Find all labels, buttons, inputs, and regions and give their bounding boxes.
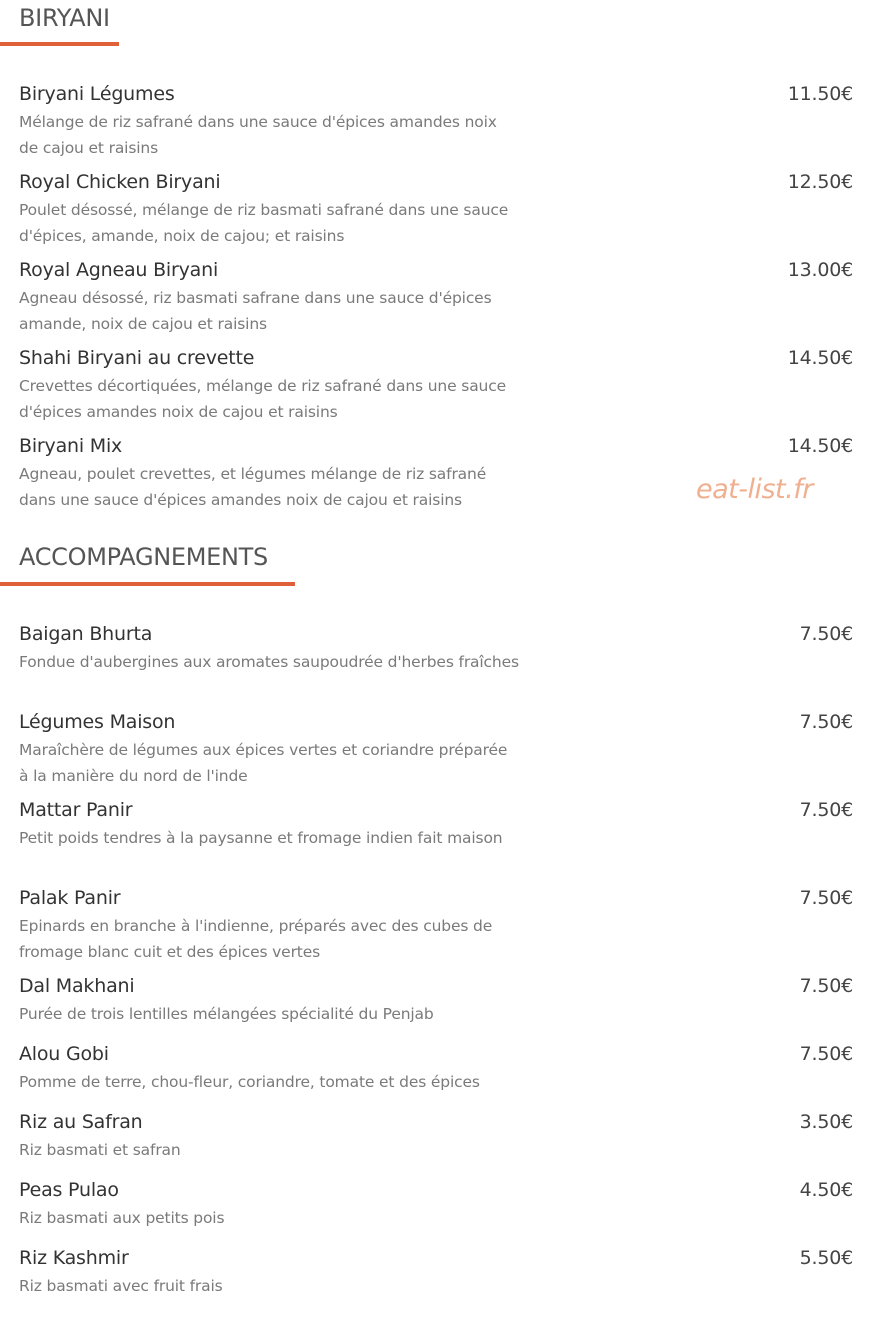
item-name: Riz Kashmir	[19, 1247, 129, 1269]
item-price: 7.50€	[799, 799, 853, 821]
item-description: Fondue d'aubergines aux aromates saupoudrée d'herbes fraîches	[19, 653, 519, 671]
section-underline	[0, 582, 295, 586]
item-price: 14.50€	[787, 435, 853, 457]
item-price: 4.50€	[799, 1179, 853, 1201]
item-name: Peas Pulao	[19, 1179, 119, 1201]
item-price: 13.00€	[787, 259, 853, 281]
item-description: Riz basmati aux petits pois	[19, 1209, 225, 1227]
item-name: Biryani Mix	[19, 435, 123, 457]
item-price: 7.50€	[799, 887, 853, 909]
item-description: Agneau, poulet crevettes, et légumes mélange de riz safrané dans une sauce d'épices amandes noix de cajou et raisins	[19, 465, 487, 509]
item-price: 3.50€	[799, 1111, 853, 1133]
item-name: Alou Gobi	[19, 1043, 109, 1065]
item-name: Mattar Panir	[19, 799, 133, 821]
item-price: 12.50€	[787, 171, 853, 193]
item-description: Riz basmati avec fruit frais	[19, 1277, 223, 1295]
item-description: Agneau désossé, riz basmati safrane dans une sauce d'épices amande, noix de cajou et raisins	[19, 289, 492, 333]
item-name: Royal Agneau Biryani	[19, 259, 219, 281]
item-price: 7.50€	[799, 711, 853, 733]
item-name: Dal Makhani	[19, 975, 135, 997]
section-underline	[0, 42, 119, 46]
item-price: 14.50€	[787, 347, 853, 369]
item-price: 7.50€	[799, 623, 853, 645]
item-description: Epinards en branche à l'indienne, préparés avec des cubes de fromage blanc cuit et des épices vertes	[19, 917, 493, 961]
item-description: Mélange de riz safrané dans une sauce d'épices amandes noix de cajou et raisins	[19, 113, 497, 157]
item-price: 7.50€	[799, 975, 853, 997]
section-title: BIRYANI	[19, 4, 110, 32]
item-description: Poulet désossé, mélange de riz basmati safrané dans une sauce d'épices, amande, noix de cajou; et raisins	[19, 201, 509, 245]
item-description: Pomme de terre, chou-fleur, coriandre, tomate et des épices	[19, 1073, 480, 1091]
item-description: Petit poids tendres à la paysanne et fromage indien fait maison	[19, 829, 503, 847]
item-name: Biryani Légumes	[19, 83, 175, 105]
watermark-logo: eat-list.fr	[696, 474, 813, 505]
item-name: Shahi Biryani au crevette	[19, 347, 255, 369]
item-name: Palak Panir	[19, 887, 121, 909]
item-description: Riz basmati et safran	[19, 1141, 181, 1159]
item-name: Riz au Safran	[19, 1111, 143, 1133]
item-description: Crevettes décortiquées, mélange de riz safrané dans une sauce d'épices amandes noix de cajou et raisins	[19, 377, 506, 421]
item-price: 5.50€	[799, 1247, 853, 1269]
item-name: Royal Chicken Biryani	[19, 171, 221, 193]
item-price: 11.50€	[787, 83, 853, 105]
section-title: ACCOMPAGNEMENTS	[19, 543, 268, 571]
item-name: Légumes Maison	[19, 711, 176, 733]
item-price: 7.50€	[799, 1043, 853, 1065]
item-description: Maraîchère de légumes aux épices vertes et coriandre préparée à la manière du nord de l'inde	[19, 741, 508, 785]
item-name: Baigan Bhurta	[19, 623, 153, 645]
item-description: Purée de trois lentilles mélangées spécialité du Penjab	[19, 1005, 434, 1023]
